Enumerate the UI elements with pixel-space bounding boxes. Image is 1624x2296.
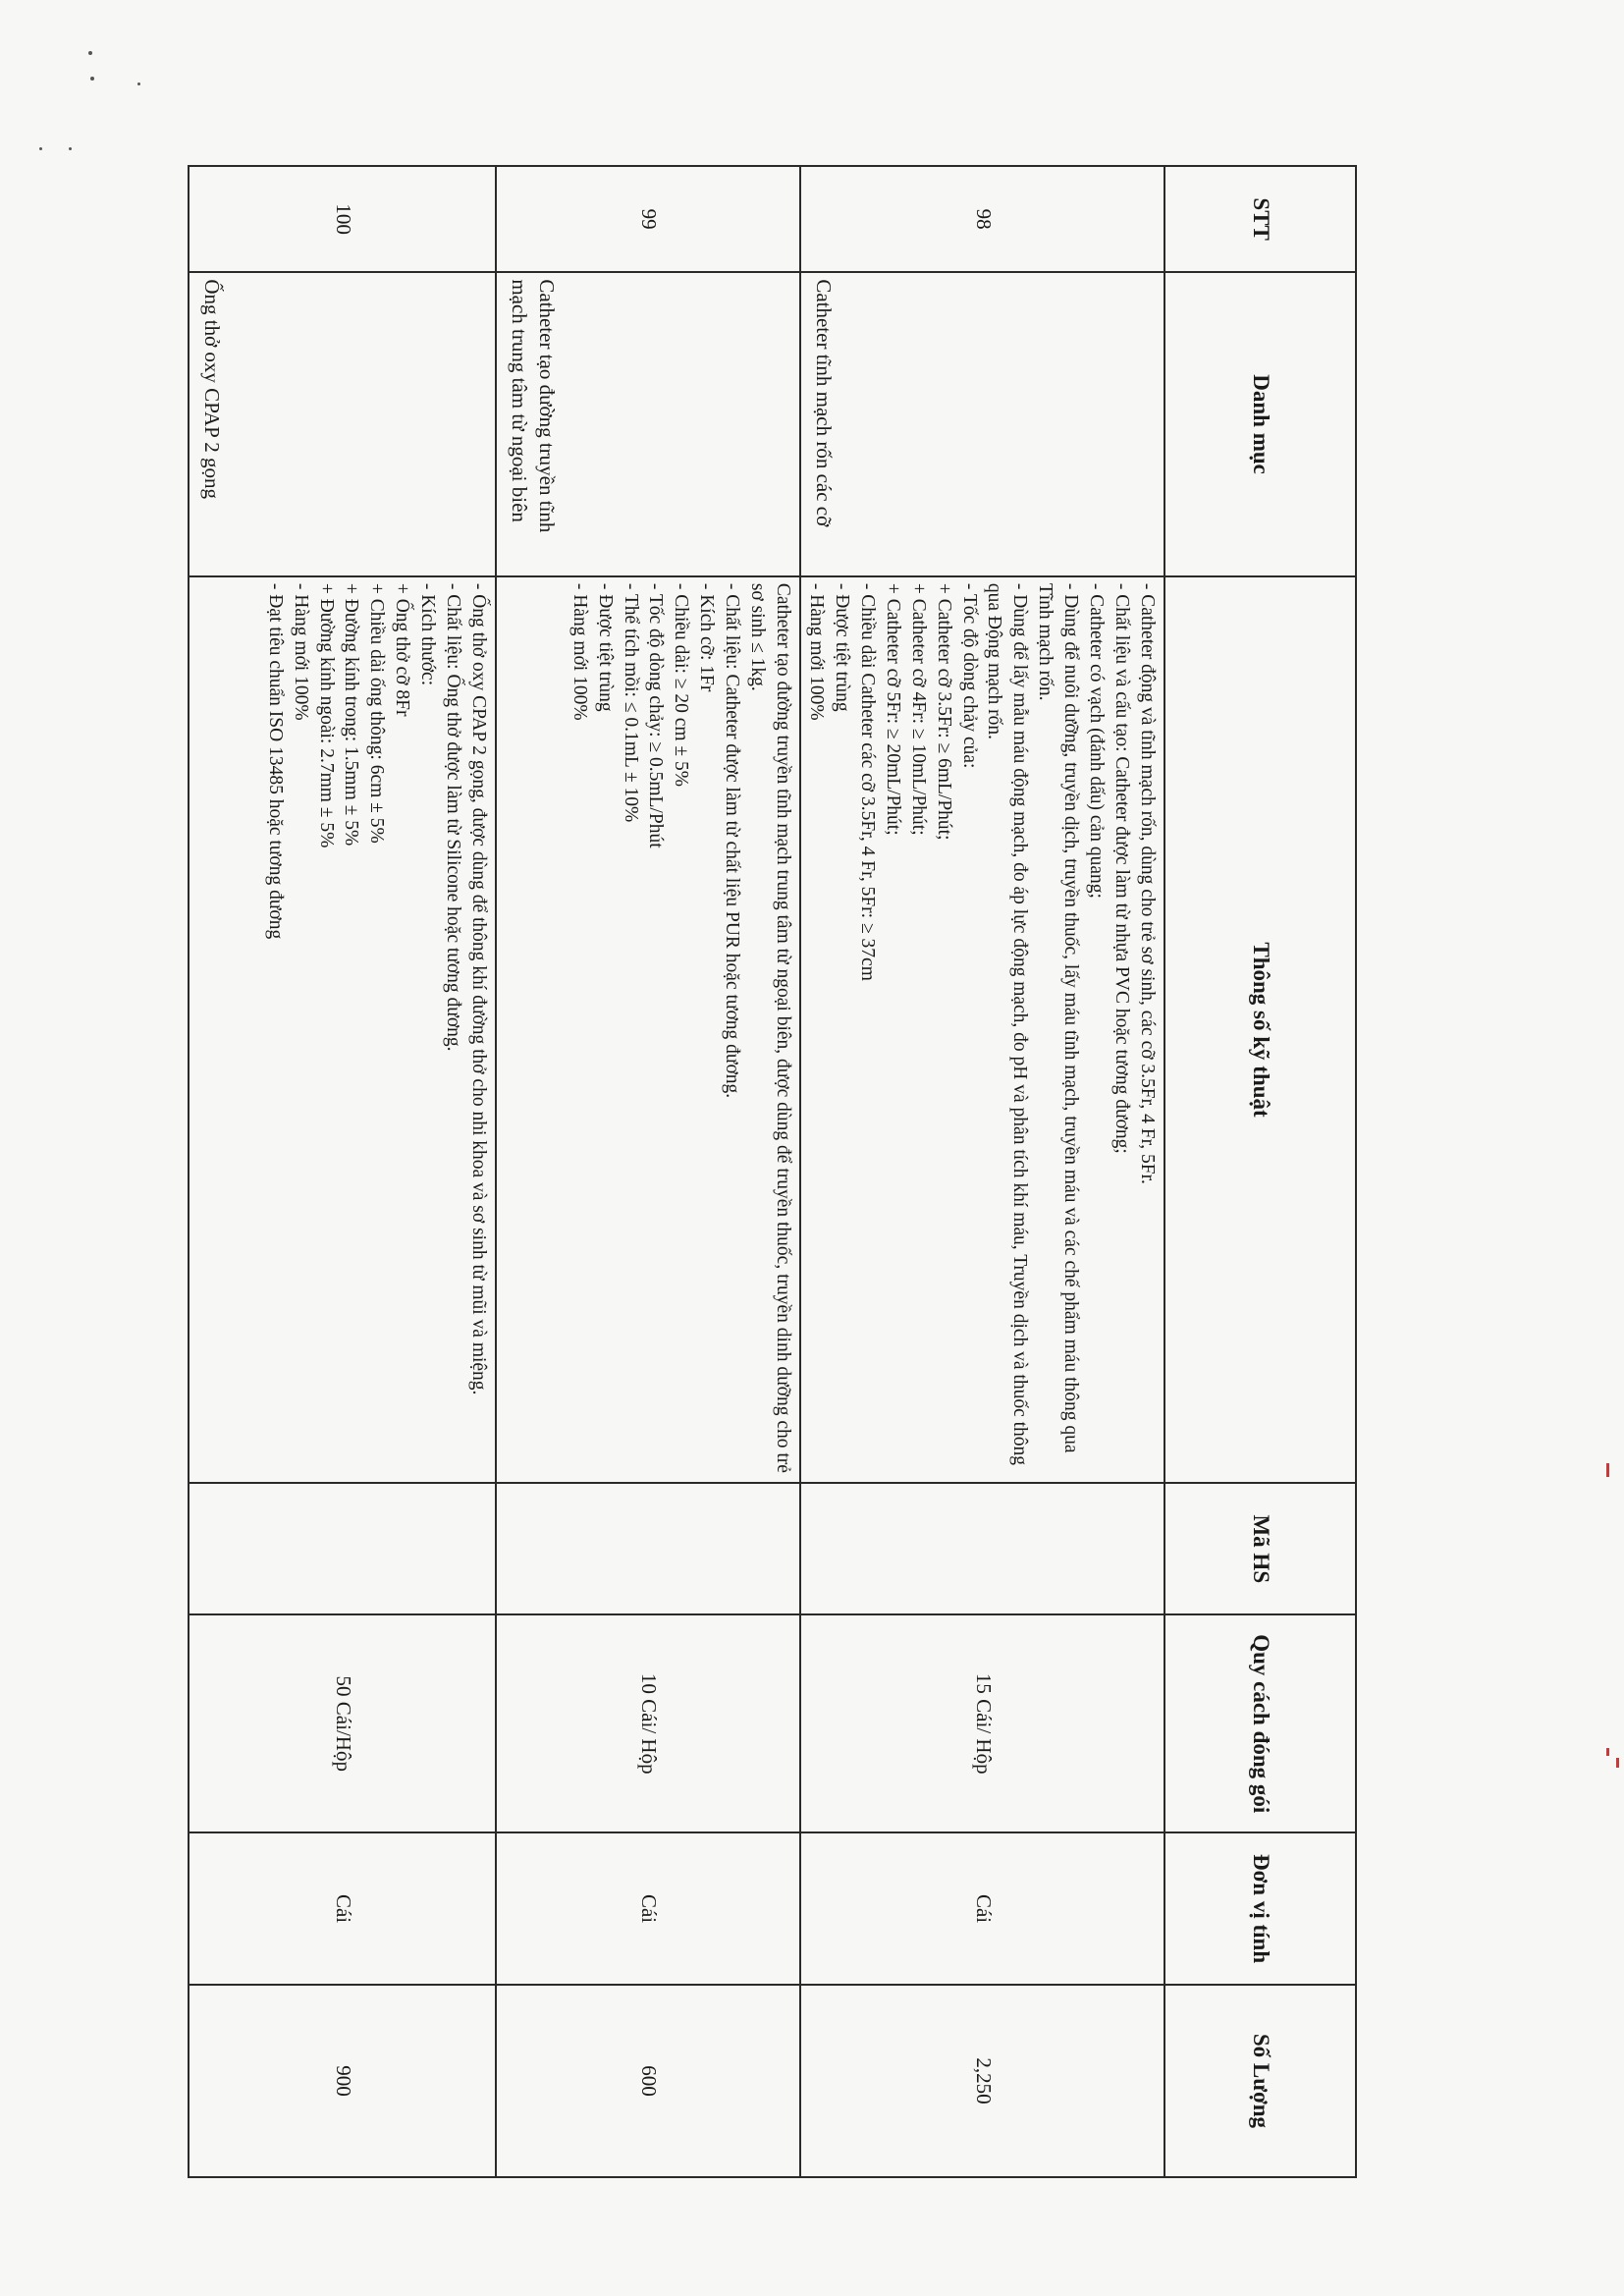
cell-don-vi: Cái <box>189 1832 496 1985</box>
cell-quy-cach: 15 Cái/ Hộp <box>800 1614 1164 1832</box>
spec-line: + Catheter cỡ 5Fr: ≥ 20mL/Phút; <box>882 582 903 836</box>
cell-danh-muc: Catheter tạo đường truyền tĩnh mạch trung tâm từ ngoại biên <box>496 272 800 576</box>
cell-ma-hs <box>189 1483 496 1614</box>
spec-line: - Thể tích mồi: ≤ 0.1mL ± 10% <box>620 582 641 823</box>
spec-line: - Chiều dài Catheter các cỡ 3.5Fr, 4 Fr, 5Fr: ≥ 37cm <box>856 582 878 981</box>
cell-so-luong: 2,250 <box>800 1985 1164 2177</box>
header-danh-muc: Danh mục <box>1164 272 1356 576</box>
scan-speck <box>90 77 94 81</box>
scan-speck <box>88 51 92 55</box>
scan-speck <box>69 147 72 150</box>
cell-stt: 99 <box>496 166 800 272</box>
cell-don-vi: Cái <box>800 1832 1164 1985</box>
header-don-vi: Đơn vị tính <box>1164 1832 1356 1985</box>
header-row <box>1164 166 1356 2177</box>
cell-quy-cach: 50 Cái/Hộp <box>189 1614 496 1832</box>
header-ma-hs: Mã HS <box>1164 1483 1356 1614</box>
cell-danh-muc: Ống thở oxy CPAP 2 gọng <box>189 272 496 576</box>
cell-quy-cach: 10 Cái/ Hộp <box>496 1614 800 1832</box>
cell-stt: 100 <box>189 166 496 272</box>
header-stt: STT <box>1164 166 1356 272</box>
spec-line: - Kích thước: <box>417 582 439 686</box>
spec-line: + Đường kính ngoài: 2.7mm ± 5% <box>315 582 337 848</box>
scan-speck <box>39 147 42 150</box>
spec-line: - Chiều dài: ≥ 20 cm ± 5% <box>671 582 692 788</box>
cell-so-luong: 600 <box>496 1985 800 2177</box>
spec-line: - Được tiệt trùng <box>831 582 852 712</box>
table-row <box>189 166 496 2177</box>
red-scan-mark <box>1606 1463 1609 1477</box>
cell-so-luong: 900 <box>189 1985 496 2177</box>
spec-line: + Ống thở cỡ 8Fr <box>392 582 413 717</box>
cell-danh-muc: Catheter tĩnh mạch rốn các cỡ <box>800 272 1164 576</box>
spec-line: + Catheter cỡ 4Fr: ≥ 10mL/Phút; <box>907 582 929 836</box>
spec-line: + Chiều dài ống thông: 6cm ± 5% <box>366 582 388 844</box>
table-row <box>496 166 800 2177</box>
cell-thong-so <box>189 576 496 1483</box>
spec-line: - Kích cỡ: 1Fr <box>696 582 718 692</box>
spec-line: - Chất liệu và cấu tạo: Catheter được làm từ nhựa PVC hoặc tương đương; <box>1111 582 1133 1154</box>
spec-line: - Catheter động và tĩnh mạch rốn, dùng cho trẻ sơ sinh, các cỡ 3.5Fr, 4 Fr, 5Fr. <box>1137 582 1158 1184</box>
header-quy-cach: Quy cách đóng gói <box>1164 1614 1356 1832</box>
header-so-luong: Số Lượng <box>1164 1985 1356 2177</box>
cell-thong-so <box>496 576 800 1483</box>
spec-line: + Catheter cỡ 3.5Fr: ≥ 6mL/Phút; <box>933 582 954 841</box>
spec-line: - Tốc độ dòng chảy của: <box>958 582 980 769</box>
spec-line: - Được tiệt trùng <box>594 582 616 712</box>
header-thong-so: Thông số kỹ thuật <box>1164 576 1356 1483</box>
rotated-page <box>200 165 1357 2178</box>
spec-line: Catheter tạo đường truyền tĩnh mạch trung tâm từ ngoại biên, được dùng để truyền thuốc, truyền dinh dưỡng cho trẻ sơ sinh ≤ 1kg. <box>747 582 794 1473</box>
spec-line: - Tốc độ dòng chảy: ≥ 0.5mL/Phút <box>645 582 667 848</box>
spec-line: - Ống thở oxy CPAP 2 gọng, được dùng để thông khí đường thở cho nhi khoa và sơ sinh từ mũi và miệng. <box>468 582 490 1395</box>
spec-line: - Hàng mới 100% <box>806 582 828 721</box>
spec-line: - Hàng mới 100% <box>290 582 311 721</box>
spec-line: - Chất liệu: Catheter được làm từ chất liệu PUR hoặc tương đương. <box>722 582 743 1099</box>
spec-line: - Dùng để lấy mẫu máu động mạch, đo áp lực động mạch, đo pH và phân tích khí máu, Truyền dịch và thuốc thông qua Động mạch rốn. <box>984 582 1031 1466</box>
cell-ma-hs <box>496 1483 800 1614</box>
spec-line: - Hàng mới 100% <box>568 582 590 721</box>
table-row <box>800 166 1164 2177</box>
red-scan-mark <box>1616 1758 1619 1768</box>
cell-ma-hs <box>800 1483 1164 1614</box>
red-scan-mark <box>1606 1748 1609 1756</box>
spec-line: - Đạt tiêu chuẩn ISO 13485 hoặc tương đương <box>264 582 286 940</box>
spec-line: - Chất liệu: Ống thở được làm từ Silicone hoặc tương đương. <box>443 582 464 1052</box>
scan-speck <box>137 82 140 85</box>
cell-don-vi: Cái <box>496 1832 800 1985</box>
spec-line: - Catheter có vạch (đánh dấu) cản quang; <box>1086 582 1108 899</box>
cell-thong-so <box>800 576 1164 1483</box>
cell-stt: 98 <box>800 166 1164 272</box>
spec-line: - Dùng để nuôi dưỡng, truyền dịch, truyền thuốc, lấy máu tĩnh mạch, truyền máu và các chế phẩm máu thông qua Tĩnh mạch rốn. <box>1035 582 1082 1453</box>
spec-line: + Đường kính trong: 1.5mm ± 5% <box>341 582 362 847</box>
spec-table <box>188 165 1357 2178</box>
